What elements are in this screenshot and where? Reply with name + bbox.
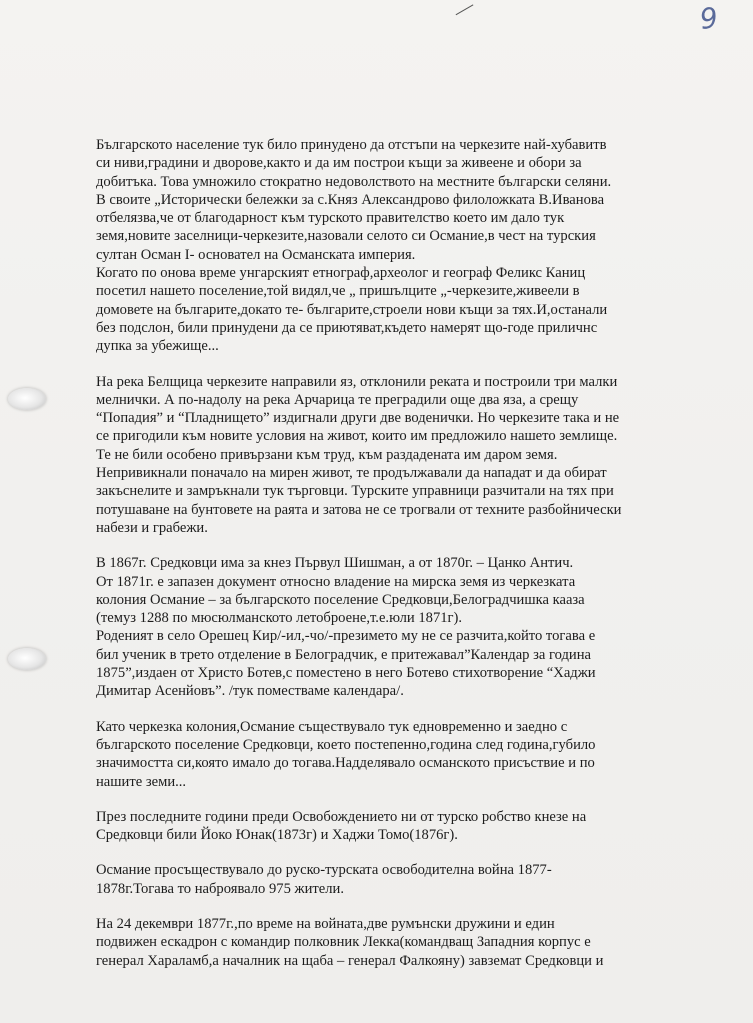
paragraph <box>96 861 624 898</box>
text-line: Средковци били Йоко Юнак(1873г) и Хаджи Томо(1876г). <box>96 827 458 844</box>
text-line: На река Белщица черкезите направили яз, отклонили реката и построили три малки <box>96 373 618 390</box>
text-line: В 1867г. Средковци има за кнез Първул Шишман, а от 1870г. – Цанко Антич. <box>96 555 574 572</box>
text-line: 1875”,издаен от Христо Ботев,с поместено в него Ботево стихотворение “Хаджи <box>96 665 596 682</box>
document-body <box>96 136 624 987</box>
punch-hole-top <box>8 388 46 410</box>
paragraph <box>96 915 624 970</box>
text-line: добитъка. Това умножило стократно недоволството на местните български селяни. <box>96 173 612 190</box>
text-line: без подслон, били принудени да се приютяват,където намерят що-годе приличнс <box>96 319 598 336</box>
text-line: бил ученик в трето отделение в Белоградчик, е притежавал”Календар за година <box>96 646 592 663</box>
paragraph <box>96 373 624 538</box>
text-line: “Попадия” и “Пладнището” издигнали други две воденички. Но черкезите така и не <box>96 410 620 427</box>
text-line: В своите „Исторически бележки за с.Княз Александрово филоложката В.Иванова <box>96 191 605 208</box>
text-line: Когато по онова време унгарският етнограф,археолог и географ Феликс Каниц <box>96 265 586 282</box>
paragraph <box>96 718 624 791</box>
text-line: потушаване на бунтовете на раята и затова не се трогвали от техните разбойнически <box>96 501 622 518</box>
text-line: Като черкезка колония,Османие съществувало тук едновременно и заедно с <box>96 718 568 735</box>
text-line: султан Осман I- основател на Османската империя. <box>96 246 416 263</box>
text-line: отбелязва,че от благодарност към турското правителство което им дало тук <box>96 210 565 227</box>
text-line: генерал Хараламб,а началник на щаба – генерал Фалкояну) завземат Средковци и <box>96 952 604 969</box>
text-line: българското поселение Средковци, което постепенно,година след година,губило <box>96 736 596 753</box>
punch-hole-bottom <box>8 648 46 670</box>
text-line: (темуз 1288 по мюсюлманското летоброене,т.е.юли 1871г). <box>96 610 463 627</box>
pen-stroke-mark <box>451 0 474 15</box>
paragraph <box>96 554 624 700</box>
text-line: земя,новите заселници-черкезите,назовали селото си Османие,в чест на турския <box>96 228 596 245</box>
text-line: Роденият в село Орешец Кир/-ил,-чо/-презимето му не се разчита,който тогава е <box>96 628 596 645</box>
text-line: посетил нашето поселение,той видял,че „ пришълците „-черкезите,живеели в <box>96 283 580 300</box>
text-line: нашите земи... <box>96 773 187 790</box>
text-line: Димитар Асенйовъ”. /тук поместваме календара/. <box>96 683 404 700</box>
paragraph <box>96 136 624 356</box>
text-line: мелнички. А по-надолу на река Арчарица те преградили още два яза, а срещу <box>96 391 579 408</box>
text-line: закъснелите и замръкнали тук търговци. Турските управници разчитали на тях при <box>96 483 614 500</box>
text-line: дупка за убежище... <box>96 338 219 355</box>
text-line: Те не били особено привързани към труд, към раздадената им даром земя. <box>96 446 558 463</box>
text-line: Българското население тук било принудено да отстъпи на черкезите най-хубавитв <box>96 137 607 153</box>
text-line: От 1871г. е запазен документ относно владение на мирска земя из черкезката <box>96 573 576 590</box>
text-line: набези и грабежи. <box>96 519 208 536</box>
text-line: подвижен ескадрон с командир полковник Лекка(командващ Западния корпус е <box>96 934 591 951</box>
text-line: През последните години преди Освобождението ни от турско робство кнезе на <box>96 808 587 825</box>
text-line: си ниви,градини и дворове,както и да им построи къщи за живеене и обори за <box>96 155 582 172</box>
handwritten-page-number: 9 <box>697 0 721 37</box>
text-line: Непривикнали поначало на мирен живот, те продължавали да нападат и да обират <box>96 465 607 482</box>
text-line: 1878г.Тогава то наброявало 975 жители. <box>96 880 345 897</box>
text-line: се пригодили към новите условия на живот, които им предложило нашето землище. <box>96 428 618 445</box>
text-line: На 24 декември 1877г.,по време на войната,две румънски дружини и един <box>96 915 555 932</box>
text-line: домовете на българите,докато те- българите,строели нови къщи за тях.И,останали <box>96 301 608 318</box>
paragraph <box>96 808 624 845</box>
text-line: значимостта си,която имало до тогава.Надделявало османското присъствие и по <box>96 755 595 772</box>
text-line: Османие просъществувало до руско-турската освободителна война 1877- <box>96 862 552 879</box>
text-line: колония Османие – за българското поселение Средковци,Белоградчишка кааза <box>96 591 585 608</box>
